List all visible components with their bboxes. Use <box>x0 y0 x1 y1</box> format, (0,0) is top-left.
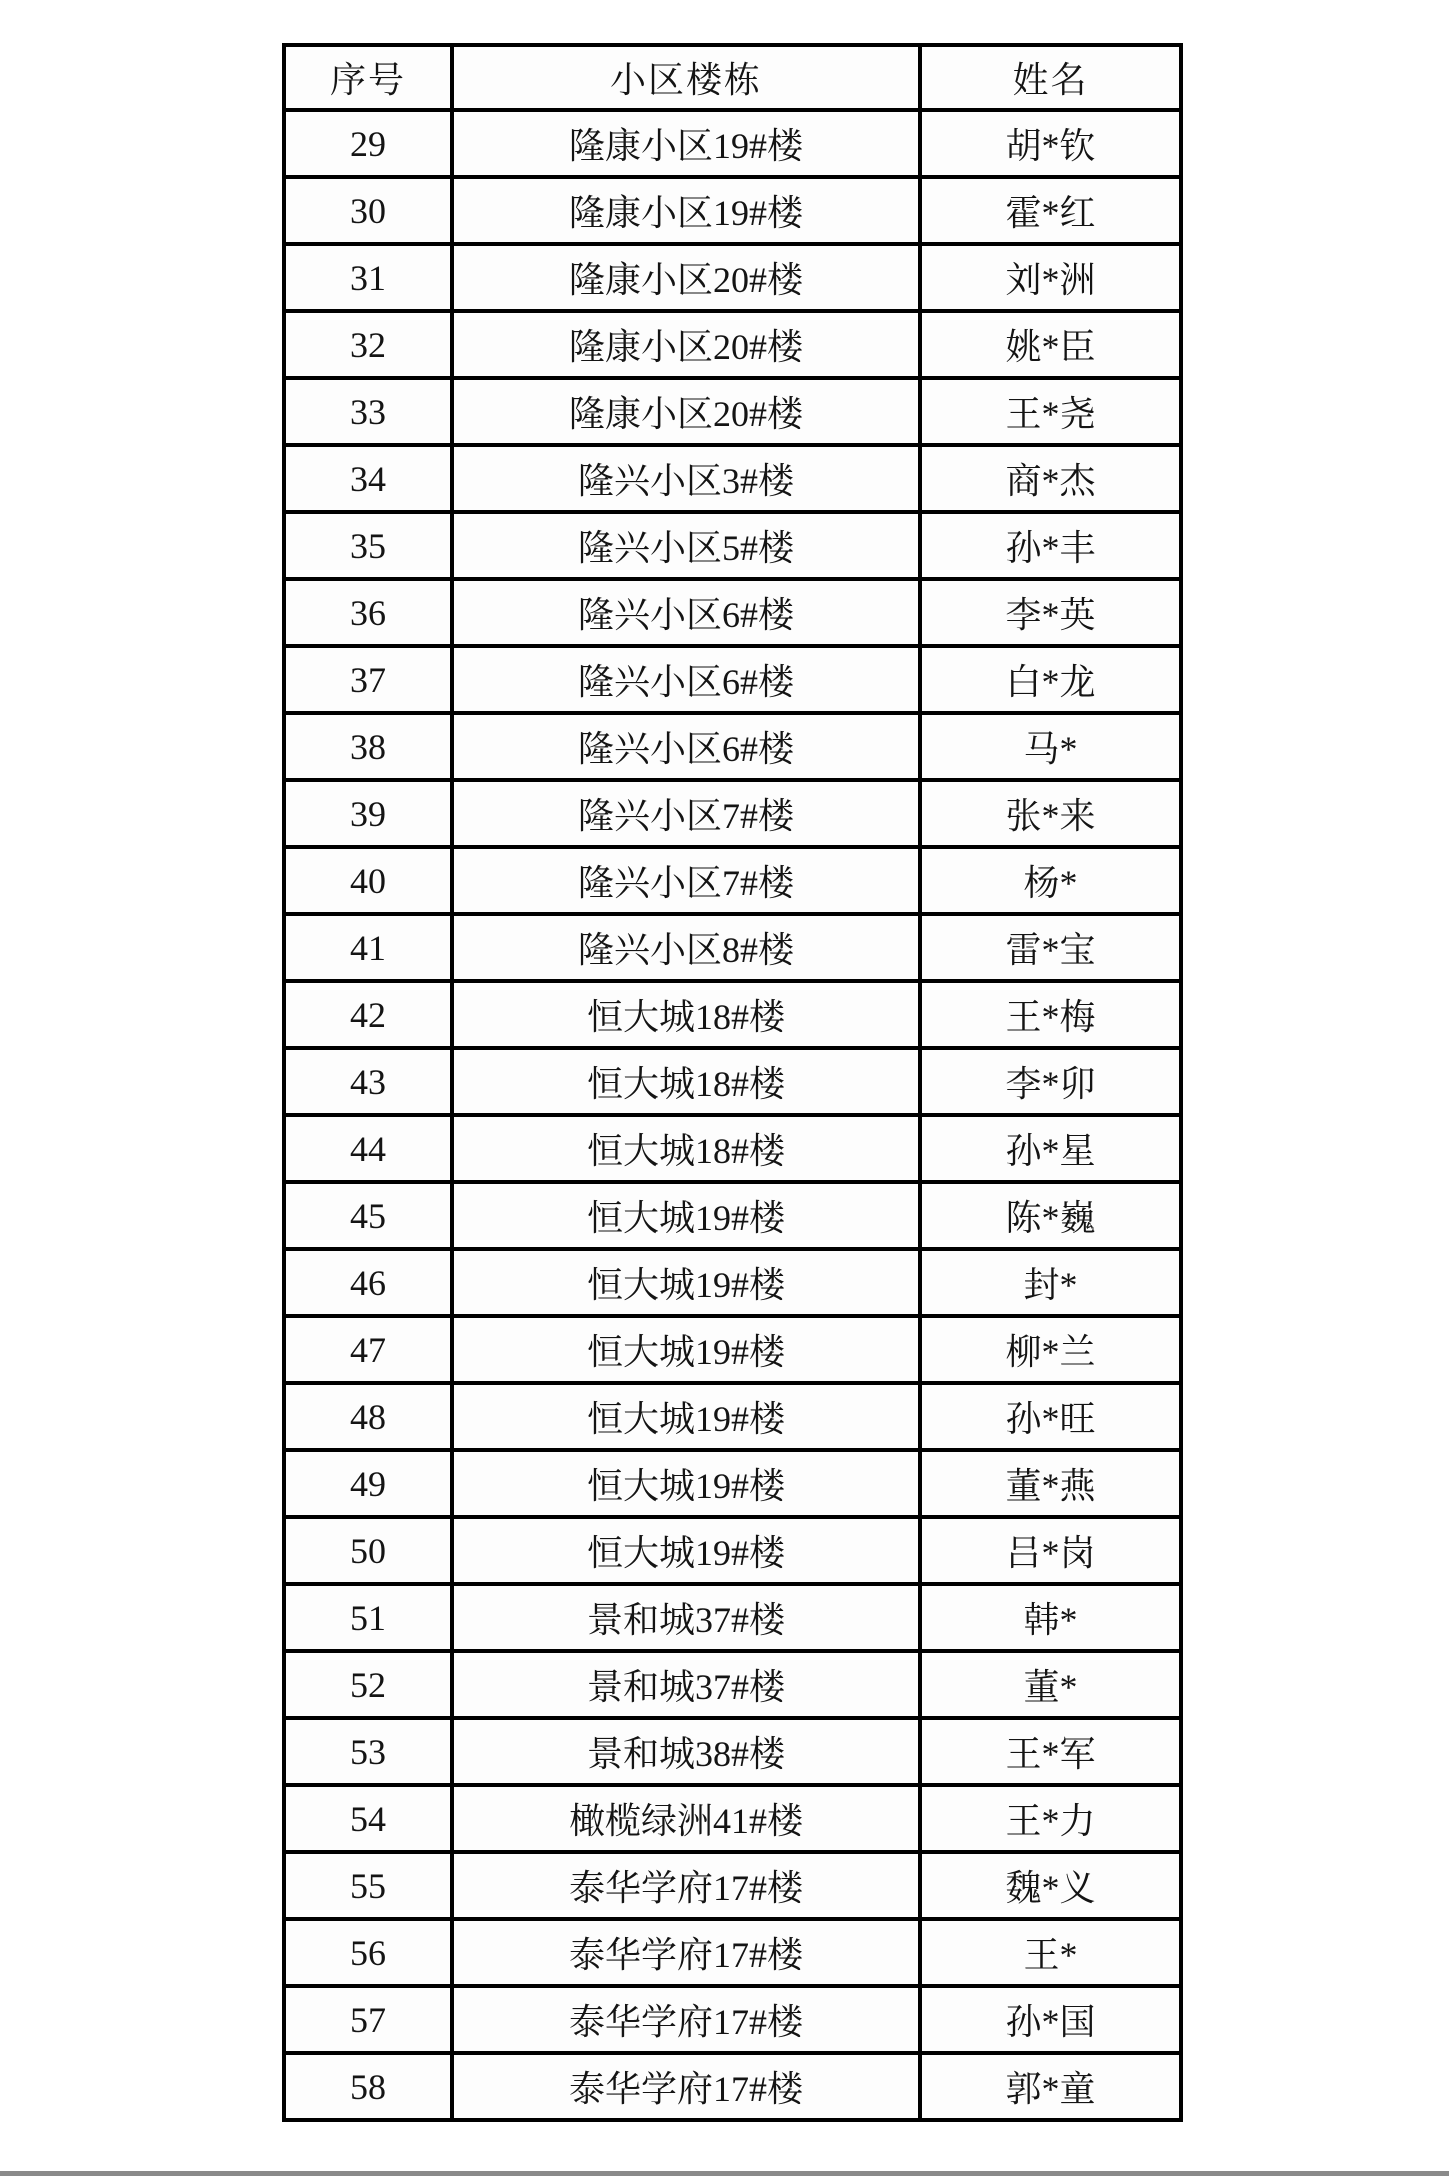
row-index-cell: 56 <box>284 1919 452 1986</box>
building-cell: 隆兴小区8#楼 <box>452 914 920 981</box>
building-cell: 泰华学府17#楼 <box>452 1852 920 1919</box>
row-index-cell: 32 <box>284 311 452 378</box>
table-row <box>284 2053 1181 2120</box>
table-body <box>284 110 1181 2120</box>
table-row <box>284 1115 1181 1182</box>
name-cell: 孙*星 <box>920 1115 1181 1182</box>
table-row <box>284 1048 1181 1115</box>
building-cell: 恒大城18#楼 <box>452 1048 920 1115</box>
table-row <box>284 311 1181 378</box>
row-index-cell: 34 <box>284 445 452 512</box>
name-cell: 刘*洲 <box>920 244 1181 311</box>
table-row <box>284 1584 1181 1651</box>
building-cell: 恒大城19#楼 <box>452 1316 920 1383</box>
building-cell: 橄榄绿洲41#楼 <box>452 1785 920 1852</box>
row-index-cell: 55 <box>284 1852 452 1919</box>
building-cell: 恒大城19#楼 <box>452 1517 920 1584</box>
header-cell-name: 姓名 <box>920 45 1181 110</box>
name-cell: 柳*兰 <box>920 1316 1181 1383</box>
building-cell: 隆兴小区7#楼 <box>452 780 920 847</box>
name-cell: 孙*旺 <box>920 1383 1181 1450</box>
name-cell: 魏*义 <box>920 1852 1181 1919</box>
page-bottom-edge-line <box>0 2171 1449 2176</box>
name-cell: 孙*丰 <box>920 512 1181 579</box>
building-cell: 隆康小区19#楼 <box>452 177 920 244</box>
header-cell-index: 序号 <box>284 45 452 110</box>
header-row <box>284 45 1181 110</box>
name-cell: 马* <box>920 713 1181 780</box>
building-cell: 泰华学府17#楼 <box>452 2053 920 2120</box>
row-index-cell: 40 <box>284 847 452 914</box>
resident-roster-table <box>282 43 1183 2122</box>
row-index-cell: 42 <box>284 981 452 1048</box>
name-cell: 孙*国 <box>920 1986 1181 2053</box>
table-row <box>284 579 1181 646</box>
row-index-cell: 44 <box>284 1115 452 1182</box>
building-cell: 恒大城19#楼 <box>452 1249 920 1316</box>
row-index-cell: 45 <box>284 1182 452 1249</box>
header-cell-building: 小区楼栋 <box>452 45 920 110</box>
name-cell: 王*军 <box>920 1718 1181 1785</box>
name-cell: 王*梅 <box>920 981 1181 1048</box>
table-row <box>284 378 1181 445</box>
building-cell: 恒大城18#楼 <box>452 1115 920 1182</box>
building-cell: 隆康小区20#楼 <box>452 311 920 378</box>
row-index-cell: 47 <box>284 1316 452 1383</box>
row-index-cell: 39 <box>284 780 452 847</box>
name-cell: 董* <box>920 1651 1181 1718</box>
table-row <box>284 110 1181 177</box>
table-header <box>284 45 1181 110</box>
name-cell: 郭*童 <box>920 2053 1181 2120</box>
table-row <box>284 713 1181 780</box>
table-row <box>284 847 1181 914</box>
row-index-cell: 53 <box>284 1718 452 1785</box>
table-row <box>284 244 1181 311</box>
name-cell: 王*力 <box>920 1785 1181 1852</box>
table-row <box>284 1651 1181 1718</box>
row-index-cell: 29 <box>284 110 452 177</box>
name-cell: 韩* <box>920 1584 1181 1651</box>
table-row <box>284 445 1181 512</box>
building-cell: 隆康小区19#楼 <box>452 110 920 177</box>
building-cell: 恒大城19#楼 <box>452 1383 920 1450</box>
name-cell: 姚*臣 <box>920 311 1181 378</box>
row-index-cell: 43 <box>284 1048 452 1115</box>
table-row <box>284 981 1181 1048</box>
row-index-cell: 30 <box>284 177 452 244</box>
building-cell: 隆兴小区7#楼 <box>452 847 920 914</box>
building-cell: 景和城37#楼 <box>452 1651 920 1718</box>
building-cell: 恒大城19#楼 <box>452 1450 920 1517</box>
table-row <box>284 1249 1181 1316</box>
building-cell: 隆兴小区6#楼 <box>452 579 920 646</box>
name-cell: 雷*宝 <box>920 914 1181 981</box>
building-cell: 隆兴小区6#楼 <box>452 646 920 713</box>
row-index-cell: 48 <box>284 1383 452 1450</box>
building-cell: 隆兴小区3#楼 <box>452 445 920 512</box>
name-cell: 商*杰 <box>920 445 1181 512</box>
row-index-cell: 36 <box>284 579 452 646</box>
name-cell: 李*英 <box>920 579 1181 646</box>
name-cell: 王* <box>920 1919 1181 1986</box>
row-index-cell: 46 <box>284 1249 452 1316</box>
name-cell: 陈*巍 <box>920 1182 1181 1249</box>
table-row <box>284 914 1181 981</box>
building-cell: 泰华学府17#楼 <box>452 1986 920 2053</box>
row-index-cell: 57 <box>284 1986 452 2053</box>
table-row <box>284 1986 1181 2053</box>
table-row <box>284 1517 1181 1584</box>
name-cell: 王*尧 <box>920 378 1181 445</box>
name-cell: 白*龙 <box>920 646 1181 713</box>
name-cell: 封* <box>920 1249 1181 1316</box>
building-cell: 泰华学府17#楼 <box>452 1919 920 1986</box>
building-cell: 隆康小区20#楼 <box>452 378 920 445</box>
table-row <box>284 1450 1181 1517</box>
building-cell: 景和城38#楼 <box>452 1718 920 1785</box>
row-index-cell: 50 <box>284 1517 452 1584</box>
name-cell: 李*卯 <box>920 1048 1181 1115</box>
building-cell: 恒大城19#楼 <box>452 1182 920 1249</box>
table-row <box>284 1182 1181 1249</box>
table-row <box>284 1316 1181 1383</box>
building-cell: 恒大城18#楼 <box>452 981 920 1048</box>
name-cell: 胡*钦 <box>920 110 1181 177</box>
table-row <box>284 646 1181 713</box>
building-cell: 隆兴小区5#楼 <box>452 512 920 579</box>
row-index-cell: 51 <box>284 1584 452 1651</box>
table-row <box>284 1919 1181 1986</box>
table-row <box>284 1383 1181 1450</box>
row-index-cell: 54 <box>284 1785 452 1852</box>
name-cell: 董*燕 <box>920 1450 1181 1517</box>
row-index-cell: 52 <box>284 1651 452 1718</box>
row-index-cell: 58 <box>284 2053 452 2120</box>
table-row <box>284 1718 1181 1785</box>
name-cell: 张*来 <box>920 780 1181 847</box>
building-cell: 景和城37#楼 <box>452 1584 920 1651</box>
row-index-cell: 41 <box>284 914 452 981</box>
name-cell: 吕*岗 <box>920 1517 1181 1584</box>
building-cell: 隆康小区20#楼 <box>452 244 920 311</box>
building-cell: 隆兴小区6#楼 <box>452 713 920 780</box>
table-row <box>284 177 1181 244</box>
table-row <box>284 780 1181 847</box>
row-index-cell: 38 <box>284 713 452 780</box>
table-row <box>284 512 1181 579</box>
row-index-cell: 49 <box>284 1450 452 1517</box>
row-index-cell: 37 <box>284 646 452 713</box>
table-row <box>284 1785 1181 1852</box>
row-index-cell: 31 <box>284 244 452 311</box>
table-row <box>284 1852 1181 1919</box>
name-cell: 霍*红 <box>920 177 1181 244</box>
row-index-cell: 33 <box>284 378 452 445</box>
row-index-cell: 35 <box>284 512 452 579</box>
name-cell: 杨* <box>920 847 1181 914</box>
